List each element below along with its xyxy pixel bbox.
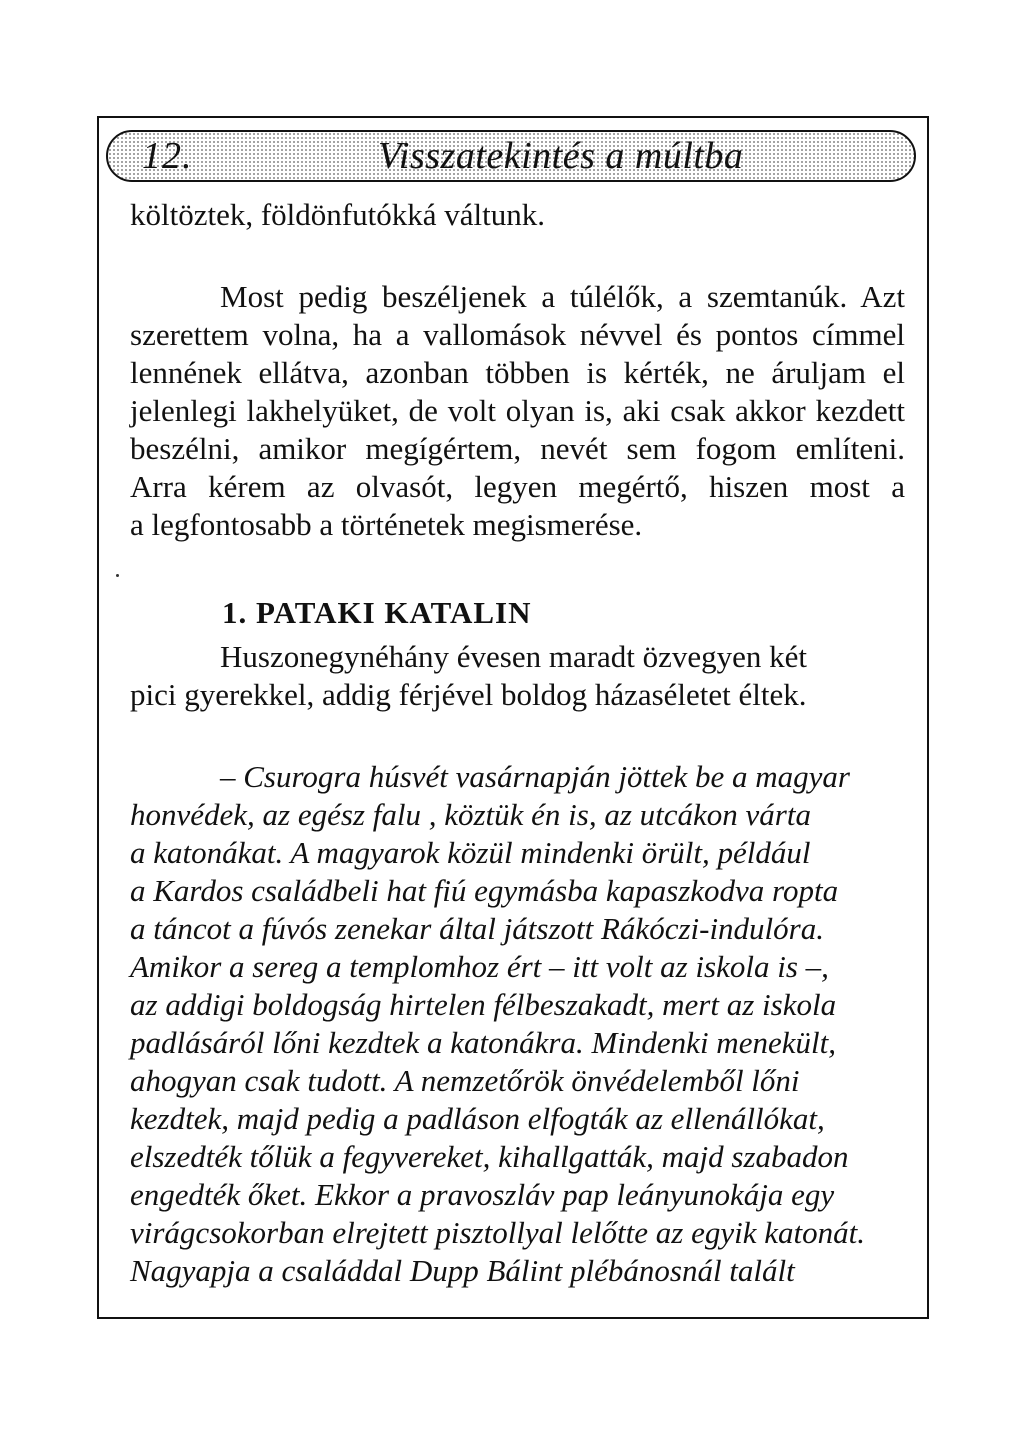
stray-mark <box>116 574 119 577</box>
paragraph-line: Arra kérem az olvasót, legyen megértő, hiszen most a <box>130 469 905 504</box>
intro-line <box>130 196 905 234</box>
testimony-line: engedték őket. Ekkor a pravoszláv pap leányunokája egy <box>130 1177 835 1212</box>
paragraph-line: a legfontosabb a történetek megismerése. <box>130 507 643 542</box>
paragraph-line: szerettem volna, ha a vallomások névvel és pontos címmel <box>130 317 905 352</box>
testimony-line: az addigi boldogság hirtelen félbeszakadt, mert az iskola <box>130 987 837 1022</box>
section-intro <box>130 638 905 714</box>
testimony-block <box>130 758 905 1290</box>
testimony-line: ahogyan csak tudott. A nemzetőrök önvédelemből lőni <box>130 1063 800 1098</box>
testimony-line: virágcsokorban elrejtett pisztollyal lelőtte az egyik katonát. <box>130 1215 865 1250</box>
paragraph-line: Most pedig beszéljenek a túlélők, a szemtanúk. Azt <box>220 279 905 314</box>
testimony-line: elszedték tőlük a fegyvereket, kihallgatták, majd szabadon <box>130 1139 849 1174</box>
testimony-line: Nagyapja a családdal Dupp Bálint plébánosnál talált <box>130 1253 795 1288</box>
intro-text: költöztek, földönfutókká váltunk. <box>130 197 545 232</box>
paragraph-line: beszélni, amikor megígértem, nevét sem fogom említeni. <box>130 431 905 466</box>
chapter-title: Visszatekintés a múltba <box>378 135 744 177</box>
testimony-line: kezdtek, majd pedig a padláson elfogták az ellenállókat, <box>130 1101 825 1136</box>
section-line: pici gyerekkel, addig férjével boldog házaséletet éltek. <box>130 677 807 712</box>
testimony-line: padlásáról lőni kezdtek a katonákra. Mindenki menekült, <box>130 1025 836 1060</box>
paragraph-intro <box>130 278 905 544</box>
testimony-line: a Kardos családbeli hat fiú egymásba kapaszkodva ropta <box>130 873 839 908</box>
chapter-banner <box>106 130 916 182</box>
testimony-line: Amikor a sereg a templomhoz ért – itt volt az iskola is –, <box>130 949 829 984</box>
testimony-line: a katonákat. A magyarok közül mindenki örült, például <box>130 835 811 870</box>
paragraph-line: lennének ellátva, azonban többen is kérték, ne áruljam el <box>130 355 905 390</box>
testimony-line: a táncot a fúvós zenekar által játszott Rákóczi-indulóra. <box>130 911 824 946</box>
testimony-line: honvédek, az egész falu , köztük én is, az utcákon várta <box>130 797 811 832</box>
section-line: Huszonegynéhány évesen maradt özvegyen két <box>220 639 808 674</box>
chapter-number: 12. <box>142 135 193 177</box>
testimony-line: – Csurogra húsvét vasárnapján jöttek be a magyar <box>220 759 850 794</box>
paragraph-line: jelenlegi lakhelyüket, de volt olyan is, aki csak akkor kezdett <box>130 393 905 428</box>
section-heading: 1. PATAKI KATALIN <box>222 595 532 630</box>
